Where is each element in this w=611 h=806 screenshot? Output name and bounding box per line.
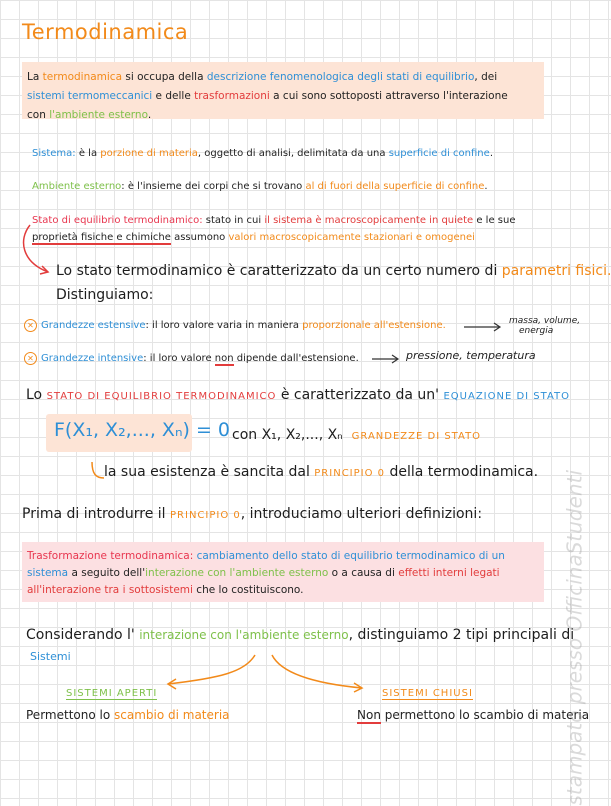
def-term: non xyxy=(214,353,234,364)
def-label: Trasformazione termodinamica: xyxy=(27,550,194,562)
hand-text: permettono lo scambio di materia xyxy=(380,708,590,722)
hand-term: EQUAZIONE DI STATO xyxy=(443,391,571,402)
intro-term: trasformazioni xyxy=(194,90,270,102)
def-text: assumono xyxy=(170,232,229,243)
intro-text: si occupa della xyxy=(122,71,207,83)
curved-arrow-icon xyxy=(24,225,48,272)
def-term: sistema xyxy=(27,567,69,579)
intensive-note: pressione, temperatura xyxy=(406,349,536,362)
hand-text: Prima di introdurre il xyxy=(22,506,171,522)
def-text: e le sue xyxy=(473,215,516,226)
bullet-x-icon: ✕ xyxy=(24,352,37,365)
intro-text: , dei xyxy=(474,71,498,83)
def-term: cambiamento dello stato di equilibrio termodinamico di un xyxy=(193,550,505,562)
def-term: al di fuori della superficie di confine xyxy=(305,181,485,192)
hand-term: GRANDEZZE DI STATO xyxy=(351,431,482,442)
hand-text: , introduciamo ulteriori definizioni: xyxy=(240,506,483,522)
note-text: energia xyxy=(519,326,554,336)
page-title: Termodinamica xyxy=(22,20,189,44)
def-term: all'interazione tra i sottosistemi xyxy=(27,584,193,596)
hand-term: parametri fisici. xyxy=(501,263,611,279)
hand-text: , distinguiamo 2 tipi principali di xyxy=(348,627,575,643)
hand-text: è caratterizzato da un' xyxy=(276,387,444,403)
hand-term: interazione con l'ambiente esterno xyxy=(139,628,349,642)
intro-text: . xyxy=(147,109,152,121)
hand-text: Lo xyxy=(26,387,47,403)
arrow-right-icon xyxy=(464,323,500,331)
hand-term: Sistemi xyxy=(30,650,71,663)
intro-term: termodinamica xyxy=(42,71,123,83)
intro-term: descrizione fenomenologica degli stati di equilibrio xyxy=(206,71,475,83)
arrow-right-icon xyxy=(372,355,398,363)
hand-text: Permettono lo xyxy=(26,708,114,722)
note-text: massa, volume, xyxy=(509,316,581,326)
watermark-text: stampato presso OfficinaStudenti xyxy=(563,470,587,806)
def-term: il sistema è macroscopicamente in quiete xyxy=(264,215,474,226)
curved-arrow-icon xyxy=(272,655,362,688)
bullet-x-icon: ✕ xyxy=(24,319,37,332)
def-term: porzione di materia xyxy=(100,148,198,159)
def-term: proporzionale all'estensione. xyxy=(302,320,446,331)
hand-text: Considerando l' xyxy=(26,627,140,643)
def-text: , oggetto di analisi, delimitata da una xyxy=(197,148,389,159)
def-text: : il loro valore xyxy=(143,353,215,364)
def-text: a seguito dell' xyxy=(68,567,146,579)
curved-arrow-icon xyxy=(168,655,255,684)
def-text: è la xyxy=(75,148,101,159)
def-text: . xyxy=(489,148,493,159)
def-label: Grandezze intensive xyxy=(41,353,144,364)
curved-arrow-icon xyxy=(92,462,104,478)
intro-term: l'ambiente esterno xyxy=(49,109,148,121)
distinguiamo-line: Distinguiamo: xyxy=(56,287,154,303)
def-term: superficie di confine xyxy=(388,148,490,159)
hand-text: Lo stato termodinamico è caratterizzato da un certo numero di xyxy=(56,263,502,279)
hand-term: STATO DI EQUILIBRIO TERMODINAMICO xyxy=(46,391,277,402)
def-label: Sistema: xyxy=(32,148,76,159)
def-label: Ambiente esterno xyxy=(32,181,122,192)
hand-text: della termodinamica. xyxy=(385,464,539,480)
def-term: proprietà fisiche e chimiche xyxy=(32,232,171,243)
hand-term: PRINCIPIO 0 xyxy=(170,510,241,521)
intro-text: La xyxy=(27,71,43,83)
def-text: : è l'insieme dei corpi che si trovano xyxy=(121,181,306,192)
def-text: stato in cui xyxy=(202,215,265,226)
hand-text: la sua esistenza è sancita dal xyxy=(104,464,315,480)
def-text: . xyxy=(484,181,488,192)
def-term: valori macroscopicamente stazionari e omogenei xyxy=(228,232,475,243)
hand-term: Non xyxy=(357,708,381,722)
state-equation: F(X₁, X₂,..., Xₙ) = 0 xyxy=(54,419,231,441)
hand-term: scambio di materia xyxy=(114,708,230,722)
def-text: dipende dall'estensione. xyxy=(233,353,359,364)
def-term: interazione con l'ambiente esterno xyxy=(145,567,329,579)
intro-term: sistemi termomeccanici xyxy=(27,90,153,102)
def-text: : il loro valore varia in maniera xyxy=(145,320,303,331)
hand-text: con X₁, X₂,..., Xₙ xyxy=(232,427,343,443)
def-term: effetti interni legati xyxy=(398,567,500,579)
def-text: o a causa di xyxy=(328,567,399,579)
def-label: Stato di equilibrio termodinamico: xyxy=(32,215,203,226)
sistemi-aperti-label: SISTEMI APERTI xyxy=(66,688,158,699)
intro-text: con xyxy=(27,109,50,121)
hand-term: PRINCIPIO 0 xyxy=(314,468,386,479)
def-text: che lo costituiscono. xyxy=(192,584,304,596)
def-label: Grandezze estensive xyxy=(41,320,146,331)
sistemi-chiusi-label: SISTEMI CHIUSI xyxy=(382,688,473,699)
intro-text: a cui sono sottoposti attraverso l'interazione xyxy=(269,90,508,102)
intro-text: e delle xyxy=(152,90,195,102)
